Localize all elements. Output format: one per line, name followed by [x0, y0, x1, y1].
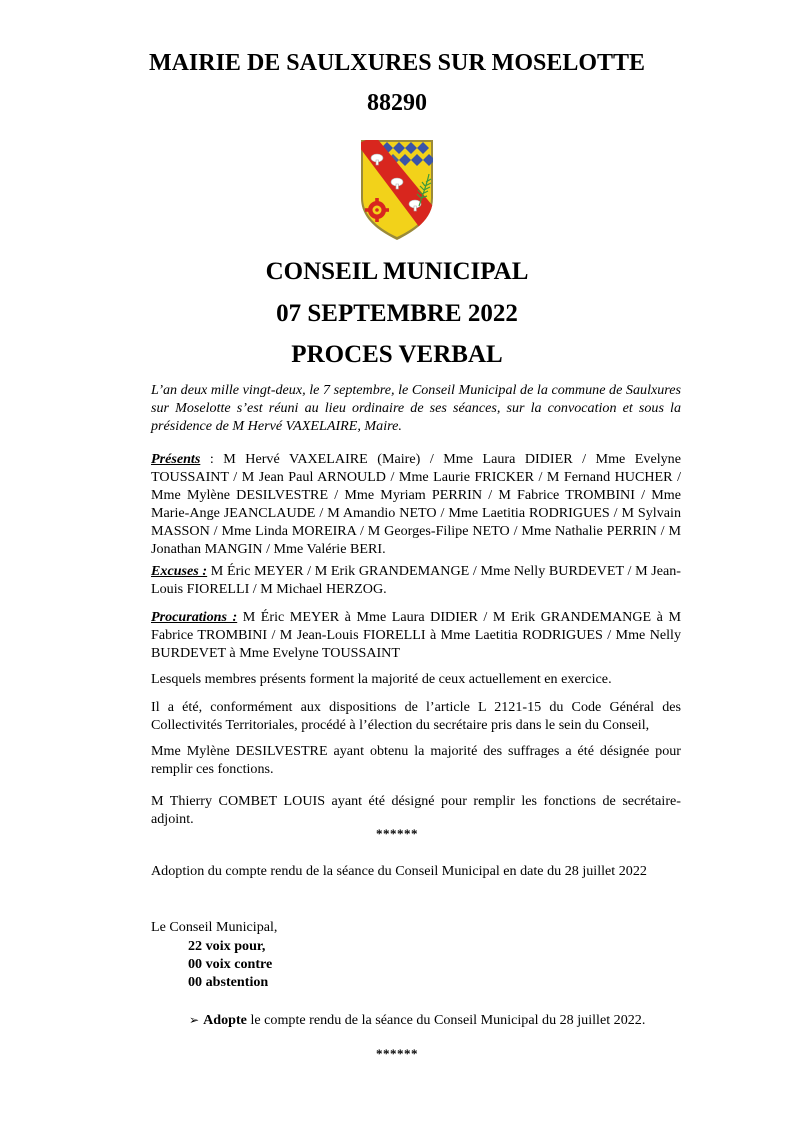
separator: ****** [376, 826, 418, 841]
vote-contre: 00 voix contre [188, 956, 273, 972]
procurations-label: Procurations : [151, 609, 238, 625]
majorite-paragraph: Lesquels membres présents forment la majorité de ceux actuellement en exercice. [151, 671, 612, 687]
arrow-bullet-icon: ➢ [189, 1013, 200, 1027]
title-proces-verbal: PROCES VERBAL [291, 341, 503, 368]
title-conseil-municipal: CONSEIL MUNICIPAL [265, 258, 529, 285]
article-paragraph: Il a été, conformément aux dispositions de l’article L 2121-15 du Code Général des Collectivités Territoriales, procédé à l’élection du secrétaire pris dans le sein du Conseil, [151, 699, 681, 733]
decision-text: le compte rendu de la séance du Conseil Municipal du 28 juillet 2022. [246, 1012, 646, 1028]
excuses-list: M Éric MEYER / M Erik GRANDEMANGE / Mme Nelly BURDEVET / M Jean-Louis FIORELLI / M Michael HERZOG. [151, 563, 682, 597]
adoption-intro: Adoption du compte rendu de la séance du Conseil Municipal en date du 28 juillet 2022 [151, 863, 647, 879]
secretaire-paragraph: Mme Mylène DESILVESTRE ayant obtenu la majorité des suffrages a été désignée pour remplir ces fonctions. [151, 743, 681, 777]
procurations-paragraph [151, 608, 681, 662]
excuses-label: Excuses : [151, 563, 208, 579]
procurations-list: M Éric MEYER à Mme Laura DIDIER / M Erik GRANDEMANGE à M Fabrice TROMBINI / M Jean-Louis FIORELLI à Mme Laetitia RODRIGUES / Mme Nelly BURDEVET à Mme Evelyne TOUSSAINT [151, 609, 681, 661]
presents-list: : M Hervé VAXELAIRE (Maire) / Mme Laura DIDIER / Mme Evelyne TOUSSAINT / M Jean Paul ARNOULD / Mme Laurie FRICKER / M Fernand HUCHER / Mme Mylène DESILVESTRE / Mme Myriam PERRIN / M Fabrice TROMBINI / Mme Marie-Ange JEANCLAUDE / M Amandio NETO / Mme Laetitia RODRIGUES / M Sylvain MASSON / Mme Linda MOREIRA / M Georges-Filipe NETO / Mme Nathalie PERRIN / M Jonathan MANGIN / Mme Valérie BERI. [151, 451, 681, 557]
excuses-paragraph [151, 562, 681, 598]
intro-paragraph: L’an deux mille vingt-deux, le 7 septembre, le Conseil Municipal de la commune de Saulxures sur Moselotte s’est réuni au lieu ordinaire de ses séances, sur la convocation et sous la présidence de M Hervé VAXELAIRE, Maire. [151, 382, 681, 434]
presents-label: Présents [151, 451, 201, 467]
postal-code-heading: 88290 [367, 90, 427, 116]
separator-end: ****** [376, 1046, 418, 1061]
decision-verb: Adopte [203, 1012, 247, 1028]
vote-abstention: 00 abstention [188, 974, 269, 990]
mairie-heading: MAIRIE DE SAULXURES SUR MOSELOTTE [148, 50, 646, 76]
coat-of-arms-icon [357, 136, 437, 242]
vote-pour: 22 voix pour, [188, 938, 266, 954]
conseil-label: Le Conseil Municipal, [151, 919, 278, 935]
adoption-decision [151, 1011, 681, 1029]
title-date: 07 SEPTEMBRE 2022 [276, 300, 518, 327]
presents-paragraph [151, 450, 681, 558]
secretaire-adjoint-paragraph: M Thierry COMBET LOUIS ayant été désigné pour remplir les fonctions de secrétaire-adjoint. [151, 793, 681, 827]
